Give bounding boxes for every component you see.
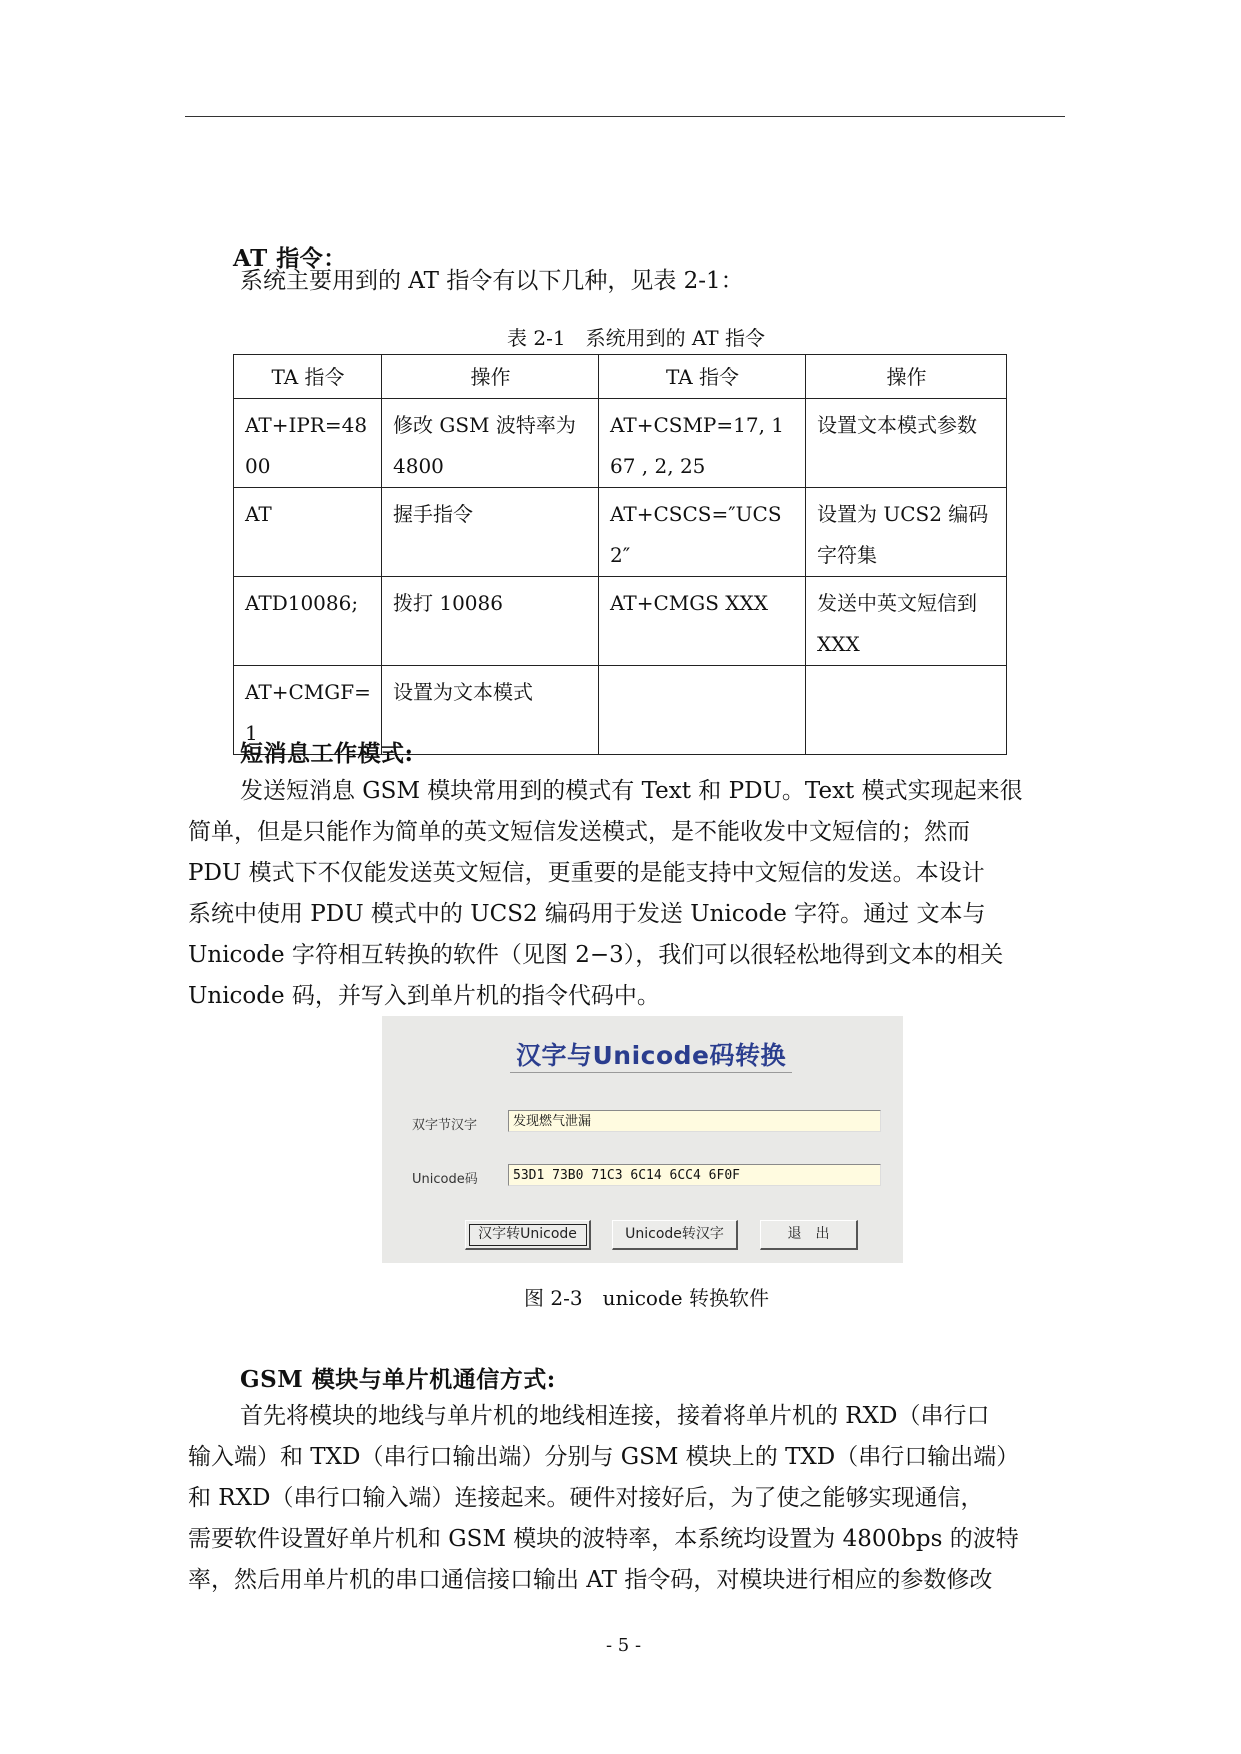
converter-title-underline: [510, 1072, 792, 1073]
gsm-paragraph-line: 首先将模块的地线与单片机的地线相连接，接着将单片机的 RXD（串行口: [240, 1403, 990, 1429]
table-caption: 表 2-1 系统用到的 AT 指令: [507, 326, 765, 350]
header-rule: [185, 116, 1065, 117]
sms-paragraph-line: 简单，但是只能作为简单的英文短信发送模式，是不能收发中文短信的；然而: [188, 819, 970, 845]
section-heading-sms: 短消息工作模式:: [240, 740, 414, 767]
unicode-label: Unicode码: [412, 1172, 478, 1187]
table-cell: AT+CSCS=″UCS2″: [599, 488, 806, 577]
table-row: [234, 488, 1007, 577]
table-header-cell: 操作: [806, 355, 1007, 399]
table-cell: AT+IPR=4800: [234, 399, 382, 488]
exit-button[interactable]: 退 出: [760, 1220, 858, 1250]
hanzi-to-unicode-button[interactable]: 汉字转Unicode: [465, 1220, 591, 1250]
table-row: [234, 399, 1007, 488]
table-header-cell: TA 指令: [234, 355, 382, 399]
table-cell: AT+CMGS XXX: [599, 577, 806, 666]
table-cell: [599, 666, 806, 755]
table-header-cell: TA 指令: [599, 355, 806, 399]
sms-paragraph-line: PDU 模式下不仅能发送英文短信，更重要的是能支持中文短信的发送。本设计: [188, 860, 985, 886]
gsm-paragraph-line: 需要软件设置好单片机和 GSM 模块的波特率，本系统均设置为 4800bps 的波特: [188, 1526, 1019, 1552]
gsm-paragraph-line: 输入端）和 TXD（串行口输出端）分别与 GSM 模块上的 TXD（串行口输出端）: [188, 1444, 1020, 1470]
table-cell: 发送中英文短信到 XXX: [806, 577, 1007, 666]
table-cell: AT: [234, 488, 382, 577]
hanzi-label: 双字节汉字: [412, 1118, 478, 1133]
unicode-converter-window: [382, 1016, 903, 1263]
sms-paragraph-line: 发送短消息 GSM 模块常用到的模式有 Text 和 PDU。Text 模式实现起来很: [240, 778, 1023, 804]
table-cell: 握手指令: [382, 488, 599, 577]
at-intro: 系统主要用到的 AT 指令有以下几种，见表 2-1：: [240, 268, 744, 294]
table-header-row: [234, 355, 1007, 399]
page-number: - 5 -: [606, 1635, 642, 1656]
unicode-input[interactable]: 53D1 73B0 71C3 6C14 6CC4 6F0F: [508, 1164, 881, 1186]
table-cell: 修改 GSM 波特率为 4800: [382, 399, 599, 488]
table-cell: AT+CMGF=1: [234, 666, 382, 755]
at-command-table: [233, 354, 1007, 755]
table-cell: 设置文本模式参数: [806, 399, 1007, 488]
figure-caption: 图 2-3 unicode 转换软件: [524, 1286, 769, 1310]
table-cell: AT+CSMP=17, 167 , 2, 25: [599, 399, 806, 488]
table-cell: 设置为文本模式: [382, 666, 599, 755]
section-heading-gsm: GSM 模块与单片机通信方式:: [240, 1366, 556, 1393]
unicode-to-hanzi-button[interactable]: Unicode转汉字: [612, 1220, 738, 1250]
section-heading-at: AT 指令：: [233, 245, 347, 272]
table-cell: 拨打 10086: [382, 577, 599, 666]
gsm-paragraph-line: 和 RXD（串行口输入端）连接起来。硬件对接好后，为了使之能够实现通信，: [188, 1485, 984, 1511]
sms-paragraph-line: Unicode 码，并写入到单片机的指令代码中。: [188, 983, 660, 1009]
table-cell: [806, 666, 1007, 755]
sms-paragraph-line: Unicode 字符相互转换的软件（见图 2−3），我们可以很轻松地得到文本的相关: [188, 942, 1004, 968]
sms-paragraph-line: 系统中使用 PDU 模式中的 UCS2 编码用于发送 Unicode 字符。通过 文本与: [188, 901, 986, 927]
table-header-cell: 操作: [382, 355, 599, 399]
table-cell: 设置为 UCS2 编码字符集: [806, 488, 1007, 577]
converter-title: 汉字与Unicode码转换: [516, 1041, 787, 1070]
table-row: [234, 577, 1007, 666]
hanzi-input[interactable]: 发现燃气泄漏: [508, 1110, 881, 1132]
table-cell: ATD10086;: [234, 577, 382, 666]
gsm-paragraph-line: 率，然后用单片机的串口通信接口输出 AT 指令码，对模块进行相应的参数修改: [188, 1567, 993, 1593]
